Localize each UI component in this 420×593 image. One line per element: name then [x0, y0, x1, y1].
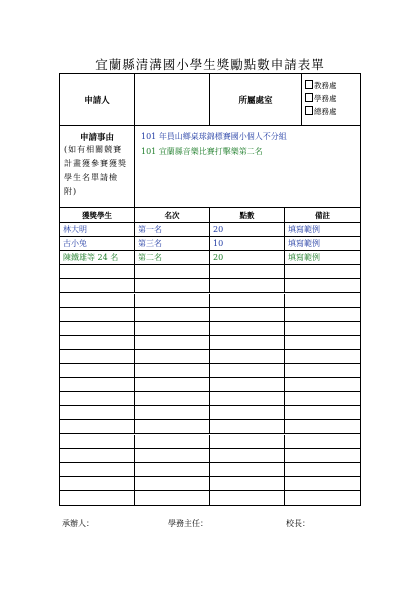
table-cell-rank[interactable] — [135, 308, 210, 321]
table-header-row — [60, 208, 360, 223]
checkbox-icon[interactable] — [305, 93, 313, 102]
table-cell-points[interactable]: 10 — [210, 237, 285, 250]
table-cell-points[interactable] — [210, 491, 285, 505]
reason-row — [60, 126, 360, 208]
office-label: 所屬處室 — [210, 74, 302, 125]
column-header-points: 點數 — [210, 208, 285, 222]
table-cell-rank[interactable] — [135, 435, 210, 448]
table-cell-points[interactable] — [210, 420, 285, 433]
table-cell-note[interactable] — [285, 463, 360, 476]
table-cell-rank[interactable]: 第二名 — [135, 251, 210, 264]
table-cell-rank[interactable] — [135, 449, 210, 462]
director-signature: 學務主任： — [168, 519, 208, 528]
table-cell-student[interactable]: 古小兔 — [60, 237, 135, 250]
table-cell-points[interactable] — [210, 294, 285, 307]
table-cell-student[interactable] — [60, 322, 135, 335]
table-cell-rank[interactable] — [135, 463, 210, 476]
table-cell-student[interactable] — [60, 491, 135, 505]
office-checkboxes — [302, 74, 360, 125]
table-row — [60, 449, 360, 463]
column-header-rank: 名次 — [135, 208, 210, 222]
office-option-academic[interactable]: 教務處 — [305, 79, 360, 92]
table-cell-points[interactable]: 20 — [210, 251, 285, 264]
table-cell-student[interactable] — [60, 378, 135, 391]
table-row — [60, 463, 360, 477]
table-cell-points[interactable] — [210, 477, 285, 490]
table-cell-student[interactable] — [60, 350, 135, 363]
table-cell-note[interactable] — [285, 364, 360, 377]
table-cell-note[interactable] — [285, 350, 360, 363]
principal-signature: 校長： — [286, 519, 310, 528]
table-cell-note[interactable] — [285, 265, 360, 278]
form-title: 宜蘭縣清溝國小學生獎勵點數申請表單 — [95, 57, 325, 72]
table-cell-note[interactable] — [285, 435, 360, 448]
table-cell-points[interactable] — [210, 406, 285, 419]
table-cell-note[interactable]: 填寫範例 — [288, 253, 320, 263]
table-cell-points[interactable] — [210, 322, 285, 335]
office-option-student-affairs[interactable]: 學務處 — [305, 92, 360, 105]
column-header-note: 備註 — [315, 210, 330, 220]
table-row — [60, 350, 360, 364]
table-cell-note[interactable] — [285, 308, 360, 321]
table-cell-rank[interactable] — [135, 350, 210, 363]
table-cell-rank[interactable] — [135, 265, 210, 278]
table-row — [60, 435, 360, 449]
checkbox-icon[interactable] — [305, 80, 313, 89]
table-cell-student[interactable] — [60, 279, 135, 292]
table-cell-student[interactable] — [60, 463, 135, 476]
table-row — [60, 420, 360, 434]
table-cell-student[interactable] — [60, 420, 135, 433]
table-cell-rank[interactable] — [135, 420, 210, 433]
table-cell-note[interactable] — [285, 420, 360, 433]
reason-line-2: 101 宜蘭縣音樂比賽打擊樂第二名 — [141, 147, 263, 156]
table-cell-rank[interactable] — [135, 279, 210, 292]
table-cell-student[interactable] — [60, 406, 135, 419]
table-cell-rank[interactable] — [135, 378, 210, 391]
table-cell-note[interactable] — [285, 336, 360, 349]
table-row — [60, 279, 360, 293]
table-cell-points[interactable] — [210, 308, 285, 321]
table-cell-points[interactable] — [210, 378, 285, 391]
handler-signature: 承辦人： — [62, 519, 94, 528]
table-row — [60, 477, 360, 491]
table-cell-note[interactable]: 填寫範例 — [288, 225, 320, 234]
table-cell-note[interactable] — [285, 279, 360, 292]
table-cell-note[interactable] — [285, 294, 360, 307]
application-form — [59, 73, 361, 506]
office-option-general-affairs[interactable]: 總務處 — [305, 105, 360, 118]
table-cell-student[interactable] — [60, 477, 135, 490]
table-row — [60, 308, 360, 322]
table-cell-rank[interactable] — [135, 322, 210, 335]
applicant-label: 申請人 — [60, 74, 135, 125]
table-row — [60, 364, 360, 378]
reason-label-cell — [60, 126, 135, 207]
checkbox-icon[interactable] — [305, 106, 313, 115]
table-cell-rank[interactable] — [135, 364, 210, 377]
table-cell-points[interactable] — [210, 336, 285, 349]
table-cell-student[interactable] — [60, 308, 135, 321]
table-cell-points[interactable] — [210, 265, 285, 278]
table-cell-note[interactable] — [285, 406, 360, 419]
table-row — [60, 491, 360, 505]
table-cell-student[interactable] — [60, 364, 135, 377]
table-cell-points[interactable] — [210, 364, 285, 377]
table-row — [60, 322, 360, 336]
table-row — [60, 251, 360, 265]
table-cell-rank[interactable] — [135, 406, 210, 419]
table-cell-rank[interactable] — [135, 491, 210, 505]
table-cell-student[interactable] — [60, 294, 135, 307]
applicant-field[interactable] — [135, 74, 210, 125]
reason-line-1: 101 年員山鄉桌球錦標賽國小個人不分組 — [141, 132, 287, 141]
table-cell-student[interactable] — [60, 336, 135, 349]
reason-content[interactable] — [135, 126, 360, 207]
table-cell-rank[interactable] — [135, 477, 210, 490]
table-row — [60, 378, 360, 392]
table-cell-points[interactable] — [210, 435, 285, 448]
table-row — [60, 336, 360, 350]
reason-label: 申請事由 — [79, 133, 114, 143]
table-cell-note[interactable] — [285, 491, 360, 505]
table-cell-student[interactable] — [60, 392, 135, 405]
table-cell-note[interactable] — [285, 477, 360, 490]
column-header-student: 獲獎學生 — [60, 208, 135, 222]
table-row — [60, 392, 360, 406]
table-cell-rank[interactable]: 第三名 — [135, 237, 210, 250]
table-row — [60, 294, 360, 308]
table-cell-rank[interactable]: 第一名 — [135, 223, 210, 236]
table-cell-note[interactable] — [285, 378, 360, 391]
table-cell-note[interactable] — [285, 449, 360, 462]
table-cell-note[interactable] — [285, 392, 360, 405]
table-cell-student[interactable] — [60, 449, 135, 462]
reason-note: (如有相關競賽計畫獲參賽獲獎學生名單請檢附) — [64, 145, 127, 196]
table-cell-student[interactable] — [60, 435, 135, 448]
table-cell-points[interactable] — [210, 463, 285, 476]
table-cell-student[interactable]: 林大明 — [60, 223, 135, 236]
table-cell-note[interactable]: 填寫範例 — [288, 239, 320, 249]
table-cell-note[interactable] — [285, 322, 360, 335]
table-row — [60, 237, 360, 251]
table-cell-points[interactable] — [210, 279, 285, 292]
table-cell-points[interactable] — [210, 350, 285, 363]
table-cell-points[interactable] — [210, 392, 285, 405]
table-cell-points[interactable]: 20 — [210, 223, 285, 236]
table-cell-student[interactable] — [60, 265, 135, 278]
table-cell-rank[interactable] — [135, 294, 210, 307]
header-row — [60, 74, 360, 126]
table-cell-rank[interactable] — [135, 392, 210, 405]
table-row — [60, 265, 360, 279]
table-cell-points[interactable] — [210, 449, 285, 462]
table-row — [60, 223, 360, 237]
table-cell-student[interactable]: 陳鐵雄等 24 名 — [60, 251, 135, 264]
table-cell-rank[interactable] — [135, 336, 210, 349]
table-row — [60, 406, 360, 420]
